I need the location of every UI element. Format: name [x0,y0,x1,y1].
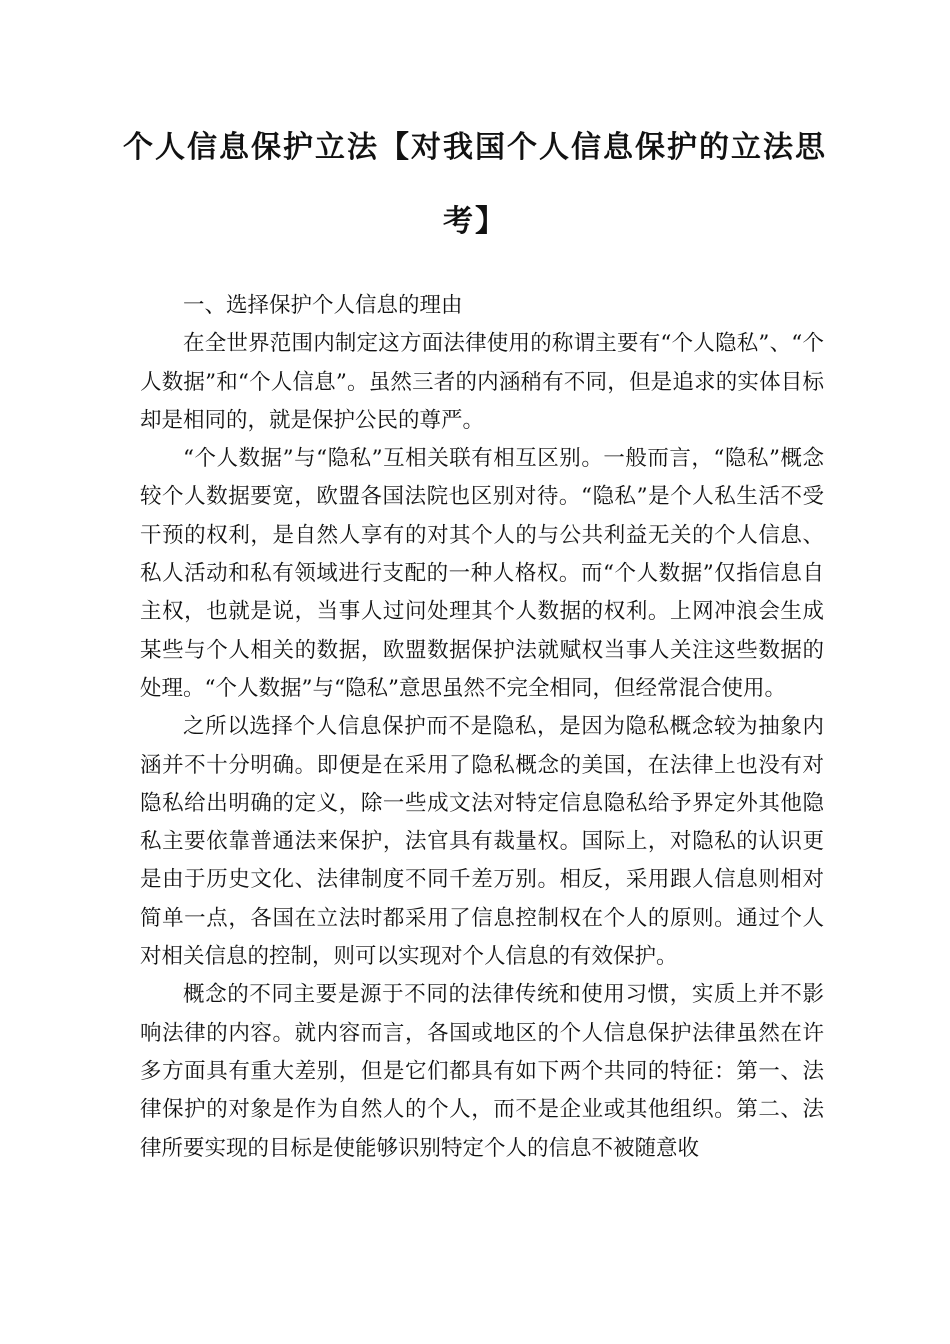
section-heading: 一、选择保护个人信息的理由 [183,293,463,318]
paragraph-1: 在全世界范围内制定这方面法律使用的称谓主要有“个人隐私”、“个人数据”和“个人信息”。虽然三者的内涵稍有不同，但是追求的实体目标却是相同的，就是保护公民的尊严。 [140,331,824,433]
document-title-line-2: 考】 [443,204,507,239]
document-body [140,287,824,1168]
paragraph-4: 概念的不同主要是源于不同的法律传统和使用习惯，实质上并不影响法律的内容。就内容而言，各国或地区的个人信息保护法律虽然在许多方面具有重大差别，但是它们都具有如下两个共同的特征：第一、法律保护的对象是作为自然人的个人，而不是企业或其他组织。第二、法律所要实现的目标是使能够识别特定个人的信息不被随意收 [140,982,824,1161]
document-title-line-1: 个人信息保护立法【对我国个人信息保护的立法思 [123,130,827,165]
paragraph-2: “个人数据”与“隐私”互相关联有相互区别。一般而言，“隐私”概念较个人数据要宽，欧盟各国法院也区别对待。“隐私”是个人私生活不受干预的权利，是自然人享有的对其个人的与公共利益无关的个人信息、私人活动和私有领域进行支配的一种人格权。而“个人数据”仅指信息自主权，也就是说，当事人过问处理其个人数据的权利。上网冲浪会生成某些与个人相关的数据，欧盟数据保护法就赋权当事人关注这些数据的处理。“个人数据”与“隐私”意思虽然不完全相同，但经常混合使用。 [140,446,824,701]
paragraph-3: 之所以选择个人信息保护而不是隐私，是因为隐私概念较为抽象内涵并不十分明确。即便是在采用了隐私概念的美国，在法律上也没有对隐私给出明确的定义，除一些成文法对特定信息隐私给予界定外其他隐私主要依靠普通法来保护，法官具有裁量权。国际上，对隐私的认识更是由于历史文化、法律制度不同千差万别。相反，采用跟人信息则相对简单一点，各国在立法时都采用了信息控制权在个人的原则。通过个人对相关信息的控制，则可以实现对个人信息的有效保护。 [140,714,824,970]
